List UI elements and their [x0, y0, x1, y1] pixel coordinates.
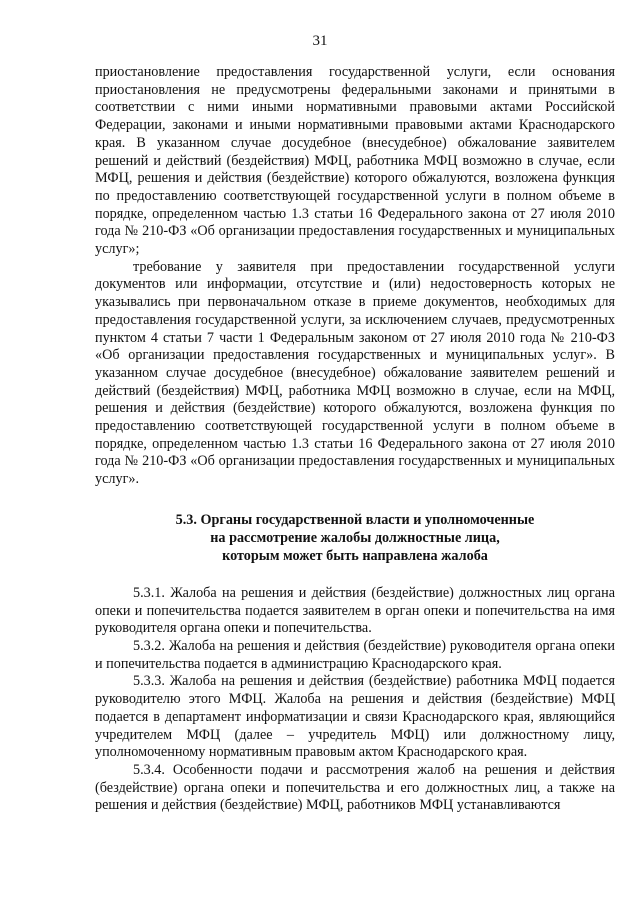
paragraph-suspension: приостановление предоставления государственной услуги, если основания приостановления не предусмотрены федеральными законами и принятыми в соответствии с ними иными нормативными правовыми актами Российской Федерации, законами и иными нормативными правовыми актами Краснодарского края. В указанном случае досудебное (внесудебное) обжалование заявителем решений и действий (бездействия) МФЦ, работника МФЦ возможно в случае, если МФЦ, решения и действия (бездействие) которого обжалуются, возложена функция по предоставлению соответствующей государственной услуги в полном объеме в порядке, определенном частью 1.3 статьи 16 Федерального закона от 27 июля 2010 года № 210-ФЗ «Об организации предоставления государственных и муниципальных услуг»;	[95, 64, 615, 258]
paragraph-5-3-3: 5.3.3. Жалоба на решения и действия (бездействие) работника МФЦ подается руководителю этого МФЦ. Жалоба на решения и действия (бездействие) МФЦ подается в департамент информатизации и связи Краснодарского края, являющийся учредителем МФЦ (далее – учредитель МФЦ) или должностному лицу, уполномоченному нормативным правовым актом Краснодарского края.	[95, 673, 615, 761]
section-heading	[95, 511, 615, 565]
section-heading-line-3: которым может быть направлена жалоба	[222, 547, 488, 564]
document-body	[95, 64, 615, 815]
paragraph-document-requirement: требование у заявителя при предоставлении государственной услуги документов или информации, отсутствие и (или) недостоверность которых не указывались при первоначальном отказе в приеме документов, необходимых для предоставления государственной услуги, за исключением случаев, предусмотренных пунктом 4 статьи 7 части 1 Федеральным законом от 27 июля 2010 года № 210-ФЗ «Об организации предоставления государственных и муниципальных услуг». В указанном случае досудебное (внесудебное) обжалование заявителем решений и действий (бездействия) МФЦ, работника МФЦ возможно в случае, если на МФЦ, решения и действия (бездействие) которого обжалуются, возложена функция по предоставлению соответствующей государственной услуги в полном объеме в порядке, определенном частью 1.3 статьи 16 Федерального закона от 27 июля 2010 года № 210-ФЗ «Об организации предоставления государственных и муниципальных услуг».	[95, 258, 615, 488]
paragraph-5-3-4: 5.3.4. Особенности подачи и рассмотрения жалоб на решения и действия (бездействие) органа опеки и попечительства и его должностных лиц, а также на решения и действия (бездействие) МФЦ, работников МФЦ устанавливаются	[95, 761, 615, 814]
page-number: 31	[312, 33, 328, 49]
section-heading-line-2: на рассмотрение жалобы должностные лица,	[210, 529, 500, 546]
paragraph-5-3-2: 5.3.2. Жалоба на решения и действия (бездействие) руководителя органа опеки и попечительства подается в администрацию Краснодарского края.	[95, 637, 615, 672]
paragraph-5-3-1: 5.3.1. Жалоба на решения и действия (бездействие) должностных лиц органа опеки и попечительства подается заявителем в орган опеки и попечительства на имя руководителя органа опеки и попечительства.	[95, 584, 615, 637]
section-heading-line-1: 5.3. Органы государственной власти и уполномоченные	[175, 511, 535, 528]
